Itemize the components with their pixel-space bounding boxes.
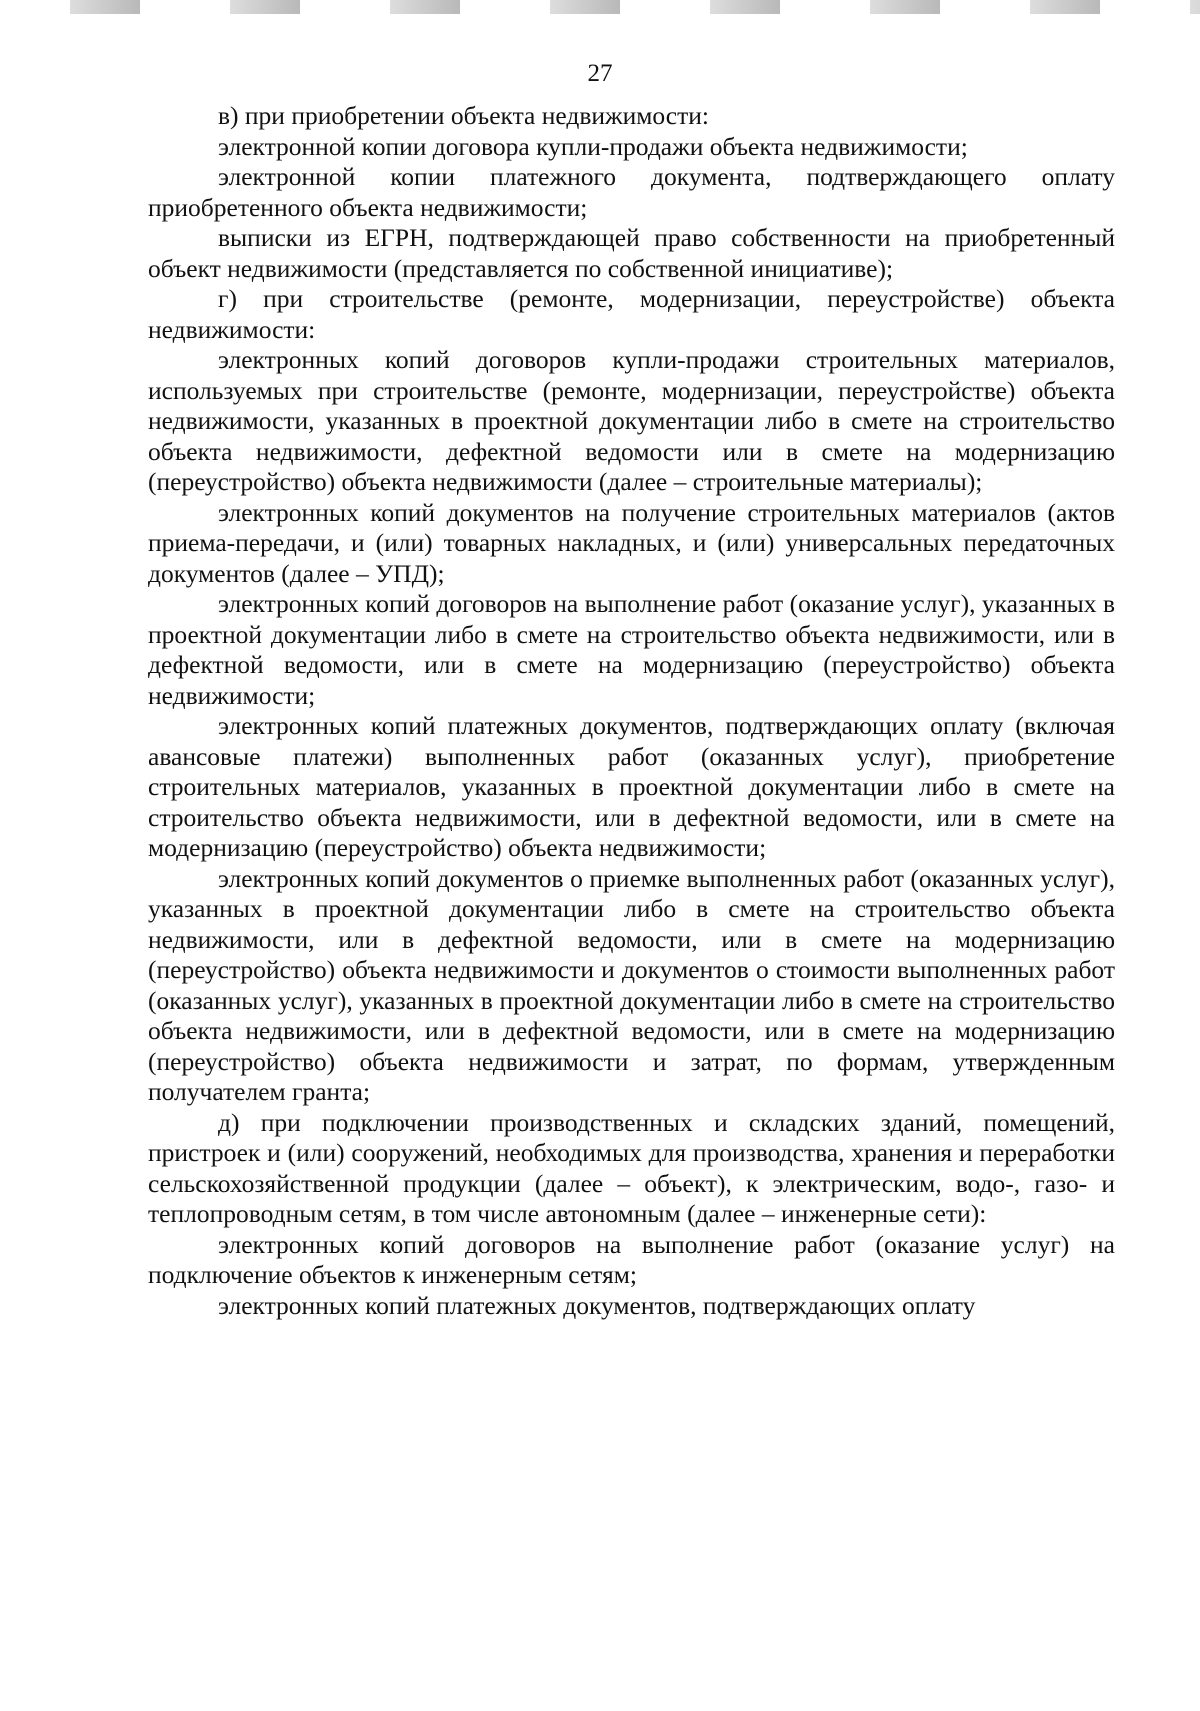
paragraph-payment-documents: электронных копий платежных документов, подтверждающих оплату (включая авансовые платежи) выполненных работ (оказанных услуг), приобретение строительных материалов, указанных в проектной документации либо в смете на строительство объекта недвижимости, или в дефектной ведомости, или в смете на модернизацию (переустройство) объекта недвижимости; (148, 711, 1115, 862)
document-body (148, 101, 1115, 1321)
paragraph-g-construction: г) при строительстве (ремонте, модернизации, переустройстве) объекта недвижимости: (148, 284, 1115, 344)
paragraph-materials-contracts: электронных копий договоров купли-продажи строительных материалов, используемых при строительстве (ремонте, модернизации, переустройстве) объекта недвижимости, указанных в проектной документации либо в смете на строительство объекта недвижимости, дефектной ведомости или в смете на модернизацию (переустройство) объекта недвижимости (далее – строительные материалы); (148, 345, 1115, 496)
page-number: 27 (587, 60, 613, 87)
paragraph-connection-contracts: электронных копий договоров на выполнение работ (оказание услуг) на подключение объектов к инженерным сетям; (148, 1229, 1115, 1289)
paragraph-d-connection: д) при подключении производственных и складских зданий, помещений, пристроек и (или) сооружений, необходимых для производства, хранения и переработки сельскохозяйственной продукции (далее – объект), к электрическим, водо-, газо- и теплопроводным сетям, в том числе автономным (далее – инженерные сети): (148, 1107, 1115, 1228)
paragraph-egrn-extract: выписки из ЕГРН, подтверждающей право собственности на приобретенный объект недвижимости (представляется по собственной инициативе); (148, 223, 1115, 283)
paragraph-materials-receipt: электронных копий документов на получение строительных материалов (актов приема-передачи, и (или) товарных накладных, и (или) универсальных передаточных документов (далее – УПД); (148, 497, 1115, 588)
scan-edge-artifact (0, 0, 1200, 14)
paragraph-payment-document: электронной копии платежного документа, подтверждающего оплату приобретенного объекта недвижимости; (148, 162, 1115, 222)
paragraph-work-contracts: электронных копий договоров на выполнение работ (оказание услуг), указанных в проектной документации либо в смете на строительство объекта недвижимости, или в дефектной ведомости, или в смете на модернизацию (переустройство) объекта недвижимости; (148, 589, 1115, 710)
paragraph-sale-contract: электронной копии договора купли-продажи объекта недвижимости; (218, 131, 968, 161)
paragraph-connection-payment: электронных копий платежных документов, подтверждающих оплату (218, 1290, 976, 1320)
paragraph-acceptance-documents: электронных копий документов о приемке выполненных работ (оказанных услуг), указанных в проектной документации либо в смете на строительство объекта недвижимости, или в дефектной ведомости, или в смете на модернизацию (переустройство) объекта недвижимости и документов о стоимости выполненных работ (оказанных услуг), указанных в проектной документации либо в смете на строительство объекта недвижимости, или в дефектной ведомости, или в смете на модернизацию (переустройство) объекта недвижимости и затрат, по формам, утвержденным получателем гранта; (148, 863, 1115, 1106)
paragraph-v-acquisition: в) при приобретении объекта недвижимости: (218, 101, 709, 130)
